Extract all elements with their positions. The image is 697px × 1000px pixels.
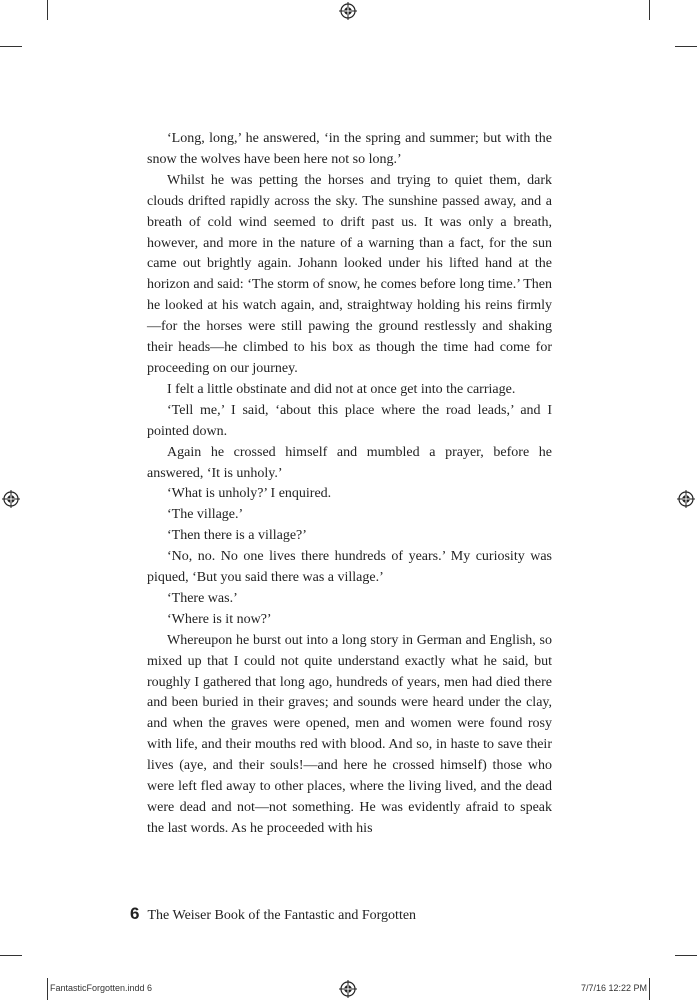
- crop-mark-top-left: [47, 0, 48, 20]
- paragraph: ‘Long, long,’ he answered, ‘in the spring and summer; but with the snow the wolves have been here not so long.’: [147, 131, 552, 167]
- paragraph: Again he crossed himself and mumbled a prayer, before he answered, ‘It is unholy.’: [147, 444, 552, 481]
- slug-filename: FantasticForgotten.indd 6: [50, 983, 153, 993]
- paragraph: ‘The village.’: [167, 507, 244, 523]
- crop-mark-top-right: [649, 0, 650, 20]
- paragraph: Whilst he was petting the horses and trying to quiet them, dark clouds drifted rapidly across the sky. The sunshine passed away, and a breath of cold wind seemed to drift past us. It was only a breath, however, and more in the nature of a warning than a fact, for the sun came out brightly again. Johann looked under his lifted hand at the horizon and said: ‘The storm of snow, he comes before long time.’ Then he looked at his watch again, and, straightway holding his reins firmly—for the horses were still pawing the ground restlessly and shaking their heads—he climbed to his box as though the time had come for proceeding on our journey.: [147, 172, 552, 376]
- registration-mark-right-icon: [677, 490, 695, 508]
- page-number: 6: [130, 904, 140, 923]
- registration-mark-left-icon: [2, 490, 20, 508]
- registration-mark-bottom-icon: [339, 980, 357, 998]
- crop-mark-right-top: [675, 46, 697, 47]
- running-footer: [130, 904, 416, 924]
- slug-datetime: 7/7/16 12:22 PM: [580, 983, 647, 993]
- crop-mark-right-bottom: [675, 955, 697, 956]
- paragraph: ‘What is unholy?’ I enquired.: [167, 486, 332, 502]
- book-title: The Weiser Book of the Fantastic and Forgotten: [147, 908, 417, 923]
- paragraph: ‘Where is it now?’: [167, 611, 272, 627]
- paragraph: ‘Then there is a village?’: [167, 528, 307, 544]
- paragraph: ‘There was.’: [167, 590, 238, 606]
- registration-mark-top-icon: [339, 2, 357, 20]
- paragraph: ‘No, no. No one lives there hundreds of years.’ My curiosity was piqued, ‘But you said there was a village.’: [147, 549, 552, 586]
- paragraph: Whereupon he burst out into a long story in German and English, so mixed up that I could not quite understand exactly what he said, but roughly I gathered that long ago, hundreds of years, men had died there and been buried in their graves; and sounds were heard under the clay, and when the graves were opened, men and women were found rosy with life, and their mouths red with blood. And so, in haste to save their lives (aye, and their souls!—and here he crossed himself) those who were left fled away to other places, where the living lived, and the dead were dead and not—not something. He was evidently afraid to speak the last words. As he proceeded with his: [147, 632, 552, 836]
- paragraph: I felt a little obstinate and did not at once get into the carriage.: [167, 381, 516, 397]
- paragraph: ‘Tell me,’ I said, ‘about this place where the road leads,’ and I pointed down.: [147, 402, 552, 439]
- body-text: [147, 129, 552, 840]
- crop-mark-left-bottom: [0, 955, 22, 956]
- crop-mark-bottom-right: [649, 978, 650, 1000]
- crop-mark-left-top: [0, 46, 22, 47]
- crop-mark-bottom-left: [47, 978, 48, 1000]
